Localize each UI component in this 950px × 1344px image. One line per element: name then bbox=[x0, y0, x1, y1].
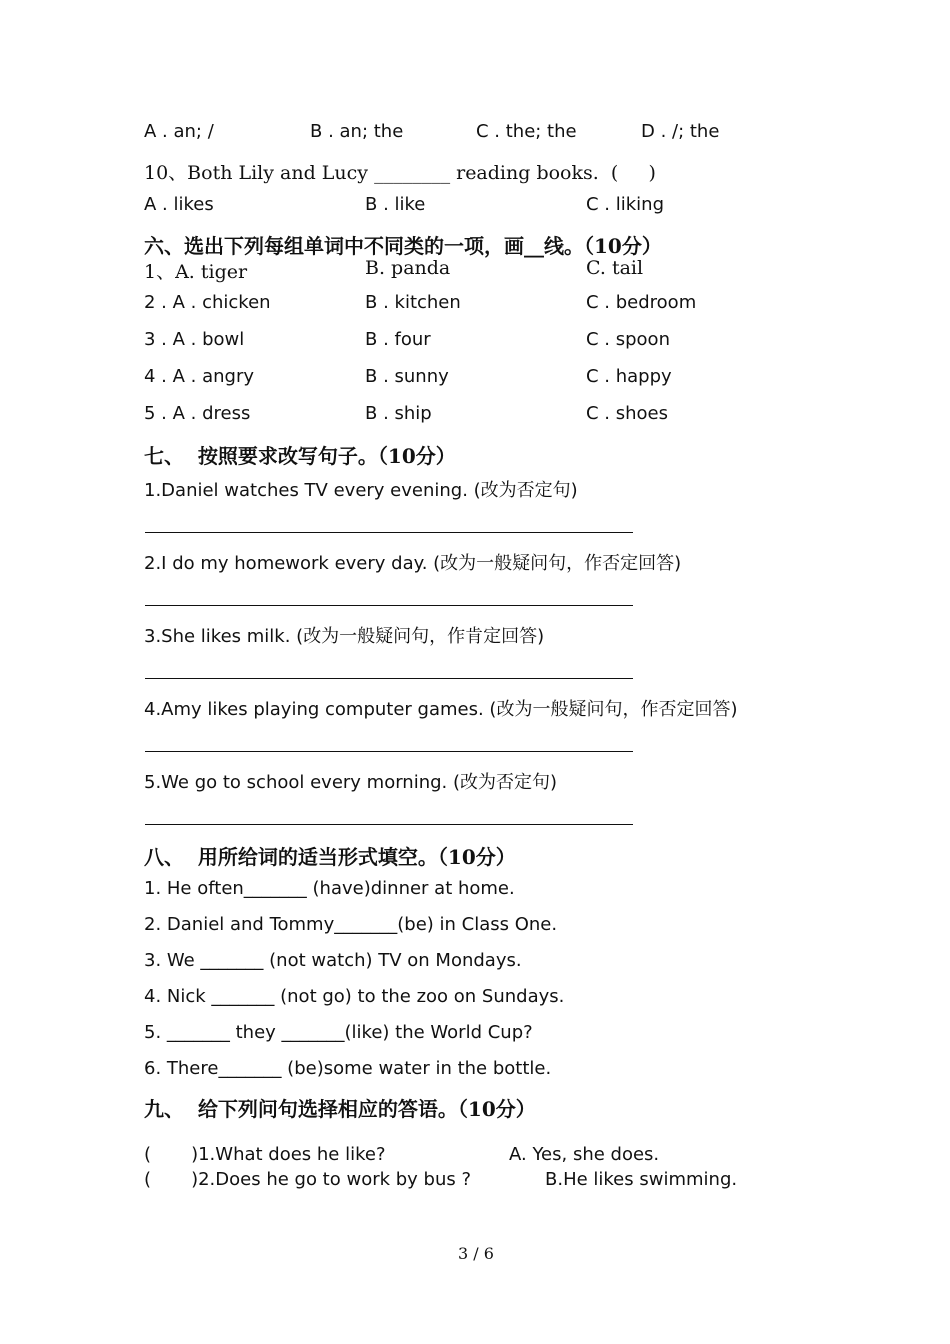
s6-row5-a: 5 . A . dress bbox=[144, 403, 251, 424]
s6-row5-c: C . shoes bbox=[586, 403, 668, 424]
s7-answer-line-4[interactable] bbox=[145, 751, 633, 752]
s8-item5: 5. _______ they _______(like) the World Cup? bbox=[144, 1022, 533, 1043]
q9-option-d: D . /; the bbox=[641, 121, 720, 142]
s6-row5-b: B . ship bbox=[365, 403, 432, 424]
s8-item3: 3. We _______ (not watch) TV on Mondays. bbox=[144, 950, 522, 971]
section7-title: 七、 按照要求改写句子。（10分） bbox=[144, 444, 456, 468]
s8-item1: 1. He often_______ (have)dinner at home. bbox=[144, 878, 515, 899]
s7-answer-line-3[interactable] bbox=[145, 678, 633, 679]
q9-option-a: A . an; / bbox=[144, 121, 214, 142]
q10-option-c: C . liking bbox=[586, 194, 664, 215]
s9-question-1: ( )1.What does he like? bbox=[144, 1144, 386, 1165]
q9-option-b: B . an; the bbox=[310, 121, 404, 142]
s7-answer-line-2[interactable] bbox=[145, 605, 633, 606]
s7-item1: 1.Daniel watches TV every evening. (改为否定句) bbox=[144, 480, 578, 501]
section9-title: 九、 给下列问句选择相应的答语。（10分） bbox=[144, 1097, 536, 1121]
s7-answer-line-5[interactable] bbox=[145, 824, 633, 825]
q10-stem: 10、Both Lily and Lucy ________ reading books. ( ) bbox=[144, 162, 656, 184]
s9-question-2: ( )2.Does he go to work by bus ? bbox=[144, 1169, 472, 1190]
s7-item3: 3.She likes milk. (改为一般疑问句，作肯定回答) bbox=[144, 626, 545, 647]
q10-option-a: A . likes bbox=[144, 194, 214, 215]
s7-answer-line-1[interactable] bbox=[145, 532, 633, 533]
s6-row2-c: C . bedroom bbox=[586, 292, 697, 313]
s6-row3-a: 3 . A . bowl bbox=[144, 329, 245, 350]
s7-item2: 2.I do my homework every day. (改为一般疑问句，作否定回答) bbox=[144, 553, 682, 574]
s6-row1-c: C. tail bbox=[586, 257, 644, 279]
s6-row2-b: B . kitchen bbox=[365, 292, 461, 313]
q9-option-c: C . the; the bbox=[476, 121, 577, 142]
s8-item2: 2. Daniel and Tommy_______(be) in Class One. bbox=[144, 914, 558, 935]
s6-row4-a: 4 . A . angry bbox=[144, 366, 255, 387]
s6-row4-b: B . sunny bbox=[365, 366, 449, 387]
s7-item4: 4.Amy likes playing computer games. (改为一般疑问句，作否定回答) bbox=[144, 699, 738, 720]
page-number: 3 / 6 bbox=[458, 1244, 494, 1263]
s6-row1-a: 1、A. tiger bbox=[144, 261, 248, 283]
section6-title: 六、选出下列每组单词中不同类的一项，画__线。（10分） bbox=[144, 234, 662, 258]
s6-row3-c: C . spoon bbox=[586, 329, 670, 350]
q10-option-b: B . like bbox=[365, 194, 426, 215]
s8-item4: 4. Nick _______ (not go) to the zoo on Sundays. bbox=[144, 986, 565, 1007]
s7-item5: 5.We go to school every morning. (改为否定句) bbox=[144, 772, 558, 793]
s6-row4-c: C . happy bbox=[586, 366, 672, 387]
s9-answer-a: A. Yes, she does. bbox=[509, 1144, 660, 1165]
s8-item6: 6. There_______ (be)some water in the bottle. bbox=[144, 1058, 552, 1079]
s6-row2-a: 2 . A . chicken bbox=[144, 292, 271, 313]
section8-title: 八、 用所给词的适当形式填空。（10分） bbox=[144, 845, 516, 869]
s6-row1-b: B. panda bbox=[365, 257, 451, 279]
s6-row3-b: B . four bbox=[365, 329, 431, 350]
s9-answer-b: B.He likes swimming. bbox=[545, 1169, 738, 1190]
